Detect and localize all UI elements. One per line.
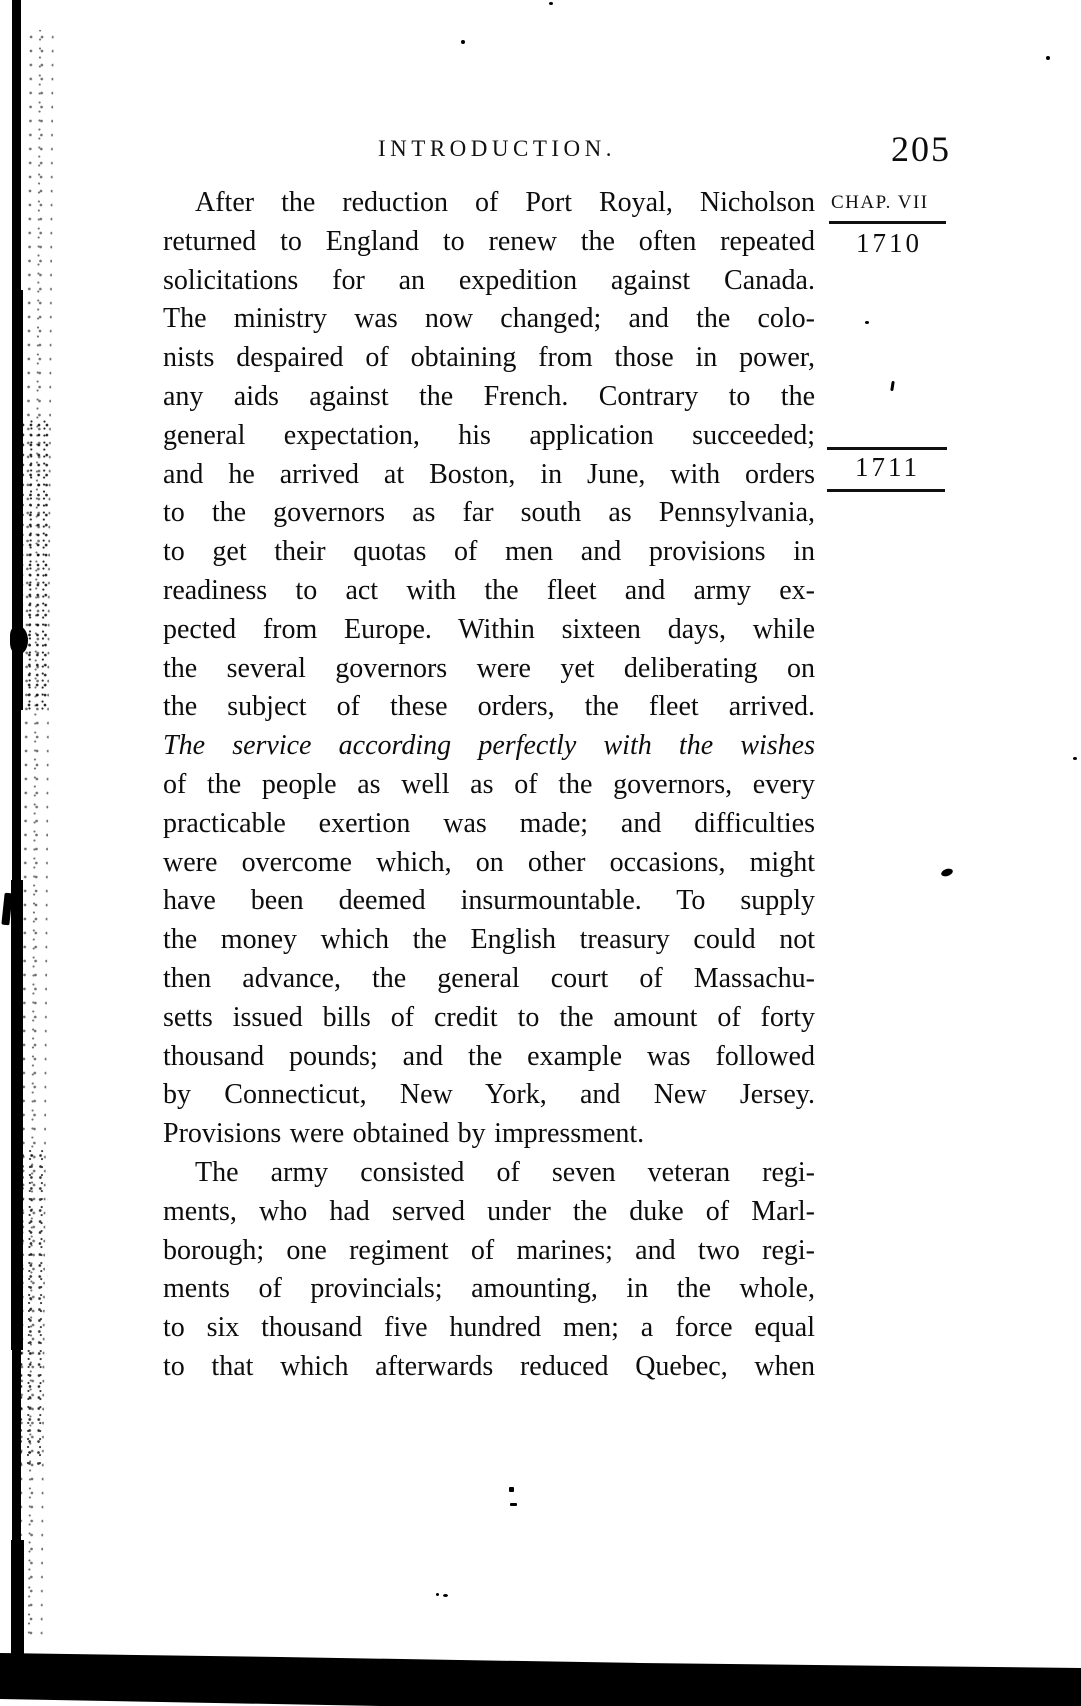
ink-speck (1073, 757, 1077, 760)
ink-speck (890, 381, 895, 391)
text-line: the several governors were yet deliberating on (163, 652, 815, 684)
text-line: thousand pounds; and the example was followed (163, 1040, 815, 1072)
margin-rule (827, 489, 945, 492)
text-line: were overcome which, on other occasions, might (163, 846, 815, 878)
text-line: general expectation, his application succeeded; (163, 419, 815, 451)
text-line: The ministry was now changed; and the colo- (163, 303, 815, 335)
text-line: The service according perfectly with the wishes (163, 730, 815, 762)
ink-speck (436, 1593, 439, 1596)
text-line: solicitations for an expedition against Canada. (163, 264, 815, 296)
text-line: ments, who had served under the duke of Marl- (163, 1195, 815, 1227)
text-line: to six thousand five hundred men; a force equal (163, 1312, 815, 1344)
text-line: have been deemed insurmountable. To supply (163, 885, 815, 917)
text-line: ments of provincials; amounting, in the whole, (163, 1273, 815, 1305)
text-line: returned to England to renew the often repeated (163, 225, 815, 257)
margin-rule (827, 447, 947, 450)
text-line: readiness to act with the fleet and army ex- (163, 574, 815, 606)
text-line: to the governors as far south as Pennsylvania, (163, 497, 815, 529)
scan-edge-band (0, 1650, 1081, 1706)
ink-speck (1046, 56, 1050, 60)
ink-speck (549, 2, 553, 5)
ink-speck (865, 321, 869, 324)
ink-speck (510, 1503, 517, 1506)
margin-year-1711: 1711 (855, 452, 920, 482)
ink-speck (509, 1487, 514, 1492)
text-line: borough; one regiment of marines; and two regi- (163, 1234, 815, 1266)
text-line: The army consisted of seven veteran regi- (195, 1156, 815, 1188)
text-line: any aids against the French. Contrary to the (163, 380, 815, 412)
running-head: INTRODUCTION. (378, 136, 617, 161)
text-line: the money which the English treasury could not (163, 924, 815, 956)
text-line: pected from Europe. Within sixteen days, while (163, 613, 815, 645)
body-text (163, 184, 815, 1387)
margin-year-1710: 1710 (856, 228, 922, 258)
text-line: After the reduction of Port Royal, Nicholson (195, 187, 815, 218)
text-line: setts issued bills of credit to the amount of forty (163, 1001, 815, 1033)
text-line: then advance, the general court of Massachu- (163, 962, 815, 994)
text-line: Provisions were obtained by impressment. (163, 1118, 645, 1150)
text-line: and he arrived at Boston, in June, with orders (163, 458, 815, 490)
margin-rule (829, 221, 946, 224)
text-line: of the people as well as of the governors, every (163, 768, 815, 800)
ink-speck (443, 1594, 448, 1597)
margin-chapter-label: CHAP. VII (831, 192, 929, 213)
scan-noise (17, 420, 53, 710)
ink-speck (461, 40, 465, 44)
text-line: practicable exertion was made; and difficulties (163, 807, 815, 839)
scan-noise (16, 1150, 48, 1470)
ink-speck (940, 867, 954, 877)
text-line: the subject of these orders, the fleet arrived. (163, 691, 815, 723)
text-line: by Connecticut, New York, and New Jersey. (163, 1079, 815, 1111)
page-number: 205 (891, 129, 951, 169)
text-line: to get their quotas of men and provisions in (163, 536, 815, 568)
text-line: nists despaired of obtaining from those in power, (163, 342, 815, 374)
text-line: to that which afterwards reduced Quebec, when (163, 1350, 815, 1382)
